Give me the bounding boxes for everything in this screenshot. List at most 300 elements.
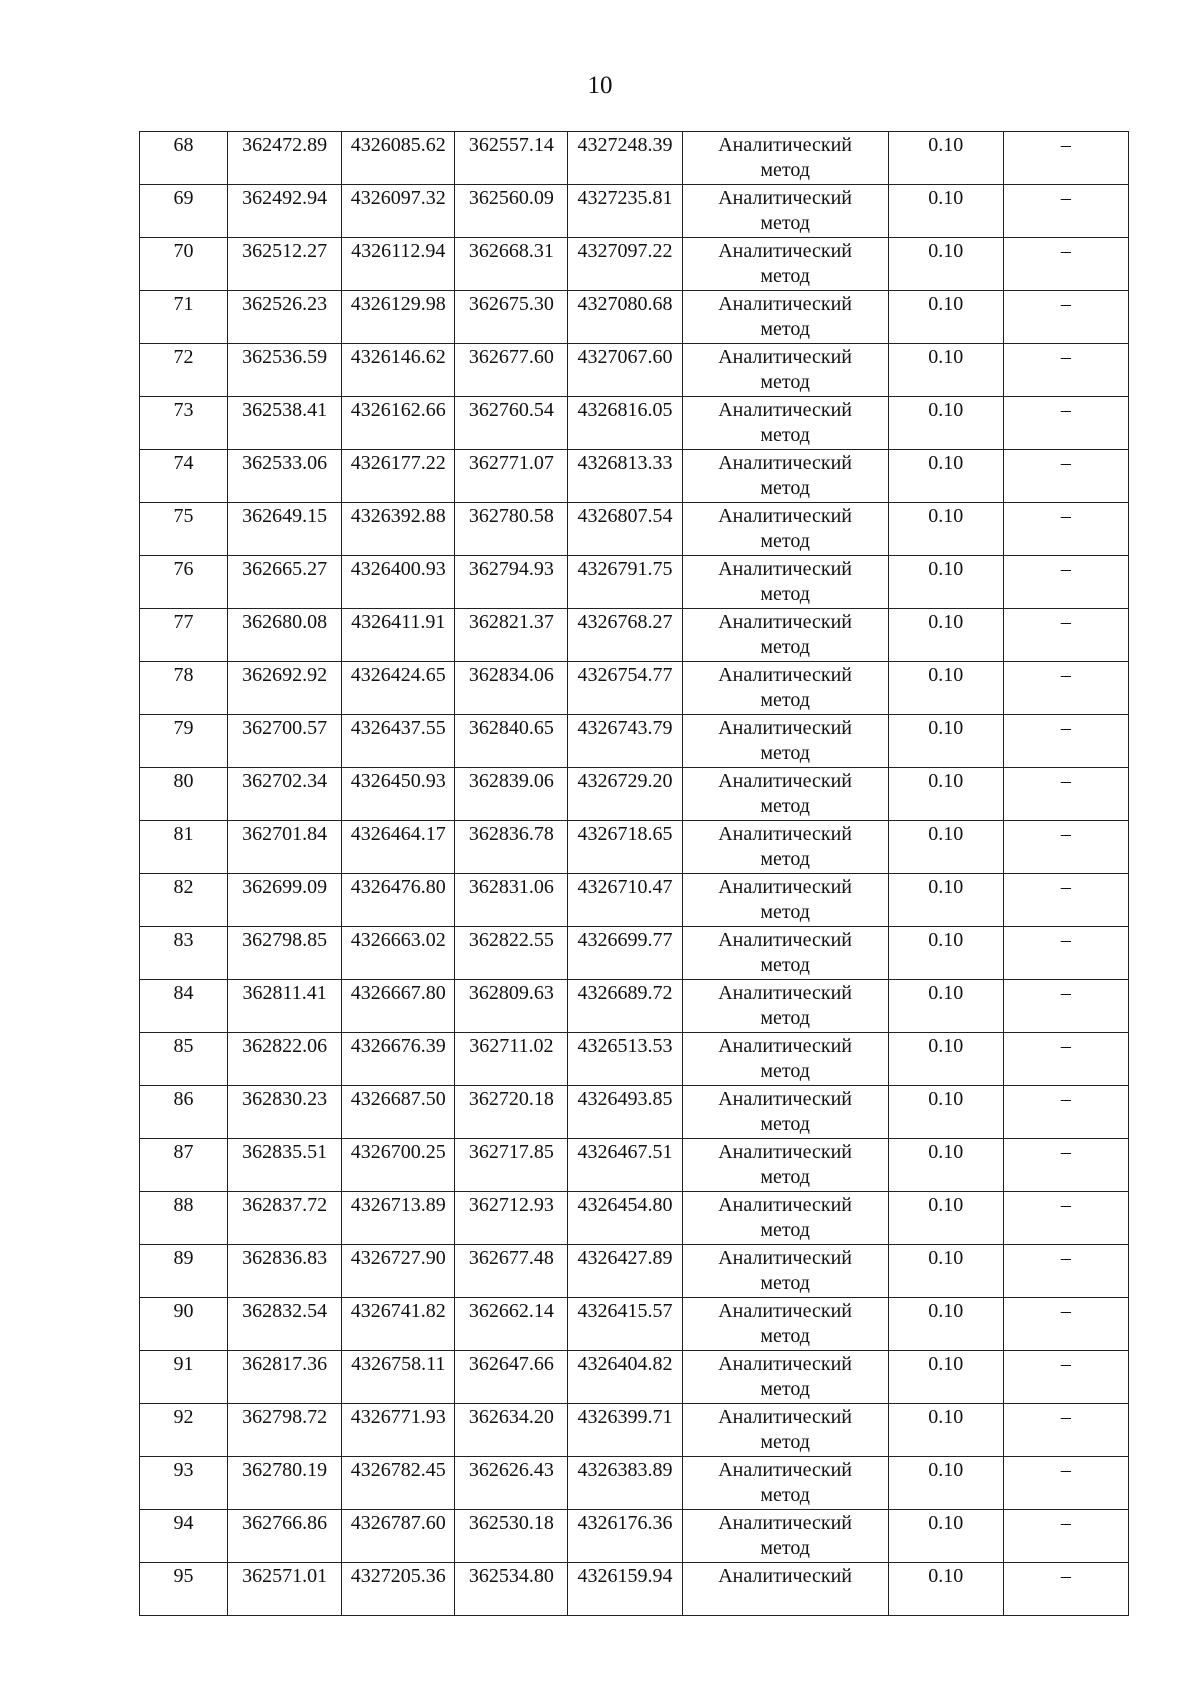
method-text-line: Аналитический [718, 1194, 852, 1216]
point-number-cell: 72 [140, 344, 228, 397]
note-cell: – [1003, 1563, 1128, 1616]
y2-coordinate-cell: 4327235.81 [568, 185, 682, 238]
method-cell [682, 1086, 888, 1139]
point-number-cell: 82 [140, 874, 228, 927]
x1-coordinate-cell: 362538.41 [228, 397, 342, 450]
y2-coordinate-cell: 4326699.77 [568, 927, 682, 980]
point-number-cell: 73 [140, 397, 228, 450]
y2-coordinate-cell: 4326754.77 [568, 662, 682, 715]
table-row [140, 609, 1129, 662]
method-text-line: метод [760, 1060, 810, 1082]
point-number-cell: 79 [140, 715, 228, 768]
table-row [140, 344, 1129, 397]
y2-coordinate-cell: 4326729.20 [568, 768, 682, 821]
accuracy-cell: 0.10 [888, 609, 1003, 662]
accuracy-cell: 0.10 [888, 238, 1003, 291]
table-row [140, 1298, 1129, 1351]
note-cell: – [1003, 1245, 1128, 1298]
x2-coordinate-cell: 362834.06 [455, 662, 568, 715]
x2-coordinate-cell: 362720.18 [455, 1086, 568, 1139]
method-text-line: Аналитический [718, 187, 852, 209]
method-cell [682, 980, 888, 1033]
method-text-line: метод [760, 477, 810, 499]
note-cell: – [1003, 874, 1128, 927]
point-number-cell: 88 [140, 1192, 228, 1245]
table-row [140, 927, 1129, 980]
y1-coordinate-cell: 4326411.91 [342, 609, 455, 662]
method-text-line: метод [760, 318, 810, 340]
method-text-line: Аналитический [718, 717, 852, 739]
note-cell: – [1003, 1086, 1128, 1139]
method-text-line: метод [760, 530, 810, 552]
y1-coordinate-cell: 4326097.32 [342, 185, 455, 238]
x2-coordinate-cell: 362780.58 [455, 503, 568, 556]
x1-coordinate-cell: 362701.84 [228, 821, 342, 874]
x1-coordinate-cell: 362492.94 [228, 185, 342, 238]
note-cell: – [1003, 821, 1128, 874]
method-text-line: Аналитический [718, 982, 852, 1004]
point-number-cell: 86 [140, 1086, 228, 1139]
table-row [140, 1563, 1129, 1616]
x2-coordinate-cell: 362675.30 [455, 291, 568, 344]
x1-coordinate-cell: 362811.41 [228, 980, 342, 1033]
table-row [140, 662, 1129, 715]
table-row [140, 238, 1129, 291]
accuracy-cell: 0.10 [888, 1245, 1003, 1298]
accuracy-cell: 0.10 [888, 662, 1003, 715]
y1-coordinate-cell: 4326400.93 [342, 556, 455, 609]
method-text-line: Аналитический [718, 399, 852, 421]
method-text-line: метод [760, 1431, 810, 1453]
table-row [140, 821, 1129, 874]
method-cell [682, 132, 888, 185]
table-row [140, 503, 1129, 556]
method-text-line: метод [760, 901, 810, 923]
method-text-line: Аналитический [718, 1459, 852, 1481]
x2-coordinate-cell: 362717.85 [455, 1139, 568, 1192]
x2-coordinate-cell: 362794.93 [455, 556, 568, 609]
x1-coordinate-cell: 362822.06 [228, 1033, 342, 1086]
table-row [140, 1139, 1129, 1192]
accuracy-cell: 0.10 [888, 556, 1003, 609]
method-text-line: метод [760, 1537, 810, 1559]
x1-coordinate-cell: 362526.23 [228, 291, 342, 344]
method-cell [682, 1033, 888, 1086]
method-text-line: Аналитический [718, 1035, 852, 1057]
y2-coordinate-cell: 4326427.89 [568, 1245, 682, 1298]
accuracy-cell: 0.10 [888, 768, 1003, 821]
method-text-line: Аналитический [718, 1406, 852, 1428]
y2-coordinate-cell: 4326383.89 [568, 1457, 682, 1510]
method-text-line: метод [760, 1219, 810, 1241]
x1-coordinate-cell: 362699.09 [228, 874, 342, 927]
table-row [140, 1351, 1129, 1404]
accuracy-cell: 0.10 [888, 1139, 1003, 1192]
method-cell [682, 1139, 888, 1192]
x1-coordinate-cell: 362837.72 [228, 1192, 342, 1245]
y1-coordinate-cell: 4326787.60 [342, 1510, 455, 1563]
y2-coordinate-cell: 4327067.60 [568, 344, 682, 397]
y1-coordinate-cell: 4326177.22 [342, 450, 455, 503]
y2-coordinate-cell: 4326415.57 [568, 1298, 682, 1351]
table-row [140, 397, 1129, 450]
point-number-cell: 83 [140, 927, 228, 980]
accuracy-cell: 0.10 [888, 1086, 1003, 1139]
method-cell [682, 927, 888, 980]
y1-coordinate-cell: 4326758.11 [342, 1351, 455, 1404]
note-cell: – [1003, 291, 1128, 344]
note-cell: – [1003, 662, 1128, 715]
method-text-line: метод [760, 159, 810, 181]
accuracy-cell: 0.10 [888, 450, 1003, 503]
note-cell: – [1003, 132, 1128, 185]
point-number-cell: 93 [140, 1457, 228, 1510]
x1-coordinate-cell: 362830.23 [228, 1086, 342, 1139]
y1-coordinate-cell: 4326713.89 [342, 1192, 455, 1245]
y1-coordinate-cell: 4326085.62 [342, 132, 455, 185]
method-text-line: метод [760, 1272, 810, 1294]
note-cell: – [1003, 1139, 1128, 1192]
x2-coordinate-cell: 362771.07 [455, 450, 568, 503]
point-number-cell: 91 [140, 1351, 228, 1404]
y1-coordinate-cell: 4326146.62 [342, 344, 455, 397]
table-row [140, 556, 1129, 609]
y1-coordinate-cell: 4326687.50 [342, 1086, 455, 1139]
method-text-line: Аналитический [718, 558, 852, 580]
y1-coordinate-cell: 4326663.02 [342, 927, 455, 980]
y1-coordinate-cell: 4326782.45 [342, 1457, 455, 1510]
y1-coordinate-cell: 4326162.66 [342, 397, 455, 450]
method-text-line: Аналитический [718, 1512, 852, 1534]
method-text-line: метод [760, 848, 810, 870]
table-row [140, 185, 1129, 238]
y1-coordinate-cell: 4326771.93 [342, 1404, 455, 1457]
x2-coordinate-cell: 362712.93 [455, 1192, 568, 1245]
accuracy-cell: 0.10 [888, 1192, 1003, 1245]
method-cell [682, 1351, 888, 1404]
note-cell: – [1003, 1351, 1128, 1404]
x2-coordinate-cell: 362668.31 [455, 238, 568, 291]
point-number-cell: 78 [140, 662, 228, 715]
accuracy-cell: 0.10 [888, 1033, 1003, 1086]
table-row [140, 132, 1129, 185]
x2-coordinate-cell: 362836.78 [455, 821, 568, 874]
method-text-line: Аналитический [718, 770, 852, 792]
accuracy-cell: 0.10 [888, 1298, 1003, 1351]
y2-coordinate-cell: 4327080.68 [568, 291, 682, 344]
y1-coordinate-cell: 4326424.65 [342, 662, 455, 715]
y1-coordinate-cell: 4326741.82 [342, 1298, 455, 1351]
point-number-cell: 95 [140, 1563, 228, 1616]
x1-coordinate-cell: 362832.54 [228, 1298, 342, 1351]
note-cell: – [1003, 397, 1128, 450]
note-cell: – [1003, 503, 1128, 556]
x2-coordinate-cell: 362760.54 [455, 397, 568, 450]
note-cell: – [1003, 1192, 1128, 1245]
y1-coordinate-cell: 4326392.88 [342, 503, 455, 556]
y1-coordinate-cell: 4326676.39 [342, 1033, 455, 1086]
method-text-line: метод [760, 1007, 810, 1029]
y2-coordinate-cell: 4326176.36 [568, 1510, 682, 1563]
accuracy-cell: 0.10 [888, 1563, 1003, 1616]
point-number-cell: 90 [140, 1298, 228, 1351]
method-cell [682, 1245, 888, 1298]
y2-coordinate-cell: 4326718.65 [568, 821, 682, 874]
method-text-line: Аналитический [718, 929, 852, 951]
method-cell [682, 556, 888, 609]
x1-coordinate-cell: 362817.36 [228, 1351, 342, 1404]
note-cell: – [1003, 980, 1128, 1033]
page-number: 10 [587, 72, 613, 99]
method-cell [682, 1192, 888, 1245]
method-cell [682, 238, 888, 291]
note-cell: – [1003, 1457, 1128, 1510]
x1-coordinate-cell: 362798.85 [228, 927, 342, 980]
x2-coordinate-cell: 362662.14 [455, 1298, 568, 1351]
method-text-line: Аналитический [718, 293, 852, 315]
x1-coordinate-cell: 362533.06 [228, 450, 342, 503]
y1-coordinate-cell: 4326464.17 [342, 821, 455, 874]
point-number-cell: 85 [140, 1033, 228, 1086]
x1-coordinate-cell: 362836.83 [228, 1245, 342, 1298]
x2-coordinate-cell: 362634.20 [455, 1404, 568, 1457]
method-cell [682, 1298, 888, 1351]
method-cell [682, 609, 888, 662]
table-row [140, 715, 1129, 768]
method-text-line: метод [760, 1484, 810, 1506]
table-row [140, 768, 1129, 821]
accuracy-cell: 0.10 [888, 185, 1003, 238]
method-text-line: Аналитический [718, 240, 852, 262]
method-cell [682, 1510, 888, 1563]
note-cell: – [1003, 450, 1128, 503]
point-number-cell: 74 [140, 450, 228, 503]
point-number-cell: 94 [140, 1510, 228, 1563]
x1-coordinate-cell: 362680.08 [228, 609, 342, 662]
method-cell [682, 1563, 888, 1616]
x2-coordinate-cell: 362822.55 [455, 927, 568, 980]
x1-coordinate-cell: 362798.72 [228, 1404, 342, 1457]
method-text-line: Аналитический [718, 876, 852, 898]
x1-coordinate-cell: 362766.86 [228, 1510, 342, 1563]
accuracy-cell: 0.10 [888, 1457, 1003, 1510]
method-text-line: метод [760, 265, 810, 287]
y2-coordinate-cell: 4327248.39 [568, 132, 682, 185]
accuracy-cell: 0.10 [888, 1404, 1003, 1457]
y1-coordinate-cell: 4326476.80 [342, 874, 455, 927]
method-cell [682, 185, 888, 238]
accuracy-cell: 0.10 [888, 397, 1003, 450]
y2-coordinate-cell: 4326816.05 [568, 397, 682, 450]
method-text-line: метод [760, 212, 810, 234]
method-text-line: Аналитический [718, 452, 852, 474]
accuracy-cell: 0.10 [888, 503, 1003, 556]
note-cell: – [1003, 927, 1128, 980]
method-text-line: метод [760, 583, 810, 605]
x2-coordinate-cell: 362809.63 [455, 980, 568, 1033]
method-text-line: метод [760, 1378, 810, 1400]
x1-coordinate-cell: 362780.19 [228, 1457, 342, 1510]
method-text-line: метод [760, 742, 810, 764]
table-row [140, 1086, 1129, 1139]
x1-coordinate-cell: 362702.34 [228, 768, 342, 821]
accuracy-cell: 0.10 [888, 1351, 1003, 1404]
method-text-line: метод [760, 954, 810, 976]
method-cell [682, 397, 888, 450]
method-text-line: Аналитический [718, 823, 852, 845]
y1-coordinate-cell: 4326700.25 [342, 1139, 455, 1192]
y2-coordinate-cell: 4326807.54 [568, 503, 682, 556]
y2-coordinate-cell: 4326399.71 [568, 1404, 682, 1457]
x2-coordinate-cell: 362557.14 [455, 132, 568, 185]
method-cell [682, 715, 888, 768]
method-text-line: метод [760, 636, 810, 658]
table-row [140, 1457, 1129, 1510]
x2-coordinate-cell: 362560.09 [455, 185, 568, 238]
x2-coordinate-cell: 362839.06 [455, 768, 568, 821]
point-number-cell: 69 [140, 185, 228, 238]
table-row [140, 1404, 1129, 1457]
y2-coordinate-cell: 4326768.27 [568, 609, 682, 662]
table-body [140, 132, 1129, 1616]
note-cell: – [1003, 1510, 1128, 1563]
y2-coordinate-cell: 4326710.47 [568, 874, 682, 927]
method-text-line: Аналитический [718, 505, 852, 527]
point-number-cell: 76 [140, 556, 228, 609]
method-text-line: метод [760, 1166, 810, 1188]
method-text-line: Аналитический [718, 1247, 852, 1269]
x1-coordinate-cell: 362536.59 [228, 344, 342, 397]
point-number-cell: 80 [140, 768, 228, 821]
accuracy-cell: 0.10 [888, 980, 1003, 1033]
method-text-line: метод [760, 371, 810, 393]
y2-coordinate-cell: 4326467.51 [568, 1139, 682, 1192]
y2-coordinate-cell: 4326791.75 [568, 556, 682, 609]
x1-coordinate-cell: 362512.27 [228, 238, 342, 291]
table-row [140, 1510, 1129, 1563]
accuracy-cell: 0.10 [888, 821, 1003, 874]
y2-coordinate-cell: 4326454.80 [568, 1192, 682, 1245]
x2-coordinate-cell: 362821.37 [455, 609, 568, 662]
x1-coordinate-cell: 362700.57 [228, 715, 342, 768]
x1-coordinate-cell: 362835.51 [228, 1139, 342, 1192]
method-text-line: Аналитический [718, 134, 852, 156]
note-cell: – [1003, 556, 1128, 609]
note-cell: – [1003, 1298, 1128, 1351]
point-number-cell: 70 [140, 238, 228, 291]
accuracy-cell: 0.10 [888, 344, 1003, 397]
x1-coordinate-cell: 362665.27 [228, 556, 342, 609]
y2-coordinate-cell: 4326159.94 [568, 1563, 682, 1616]
method-cell [682, 503, 888, 556]
method-text-line: Аналитический [718, 1088, 852, 1110]
point-number-cell: 68 [140, 132, 228, 185]
point-number-cell: 77 [140, 609, 228, 662]
x2-coordinate-cell: 362711.02 [455, 1033, 568, 1086]
table-row [140, 980, 1129, 1033]
point-number-cell: 89 [140, 1245, 228, 1298]
table-row [140, 450, 1129, 503]
y1-coordinate-cell: 4327205.36 [342, 1563, 455, 1616]
method-text-line: метод [760, 689, 810, 711]
method-text-line: метод [760, 795, 810, 817]
method-cell [682, 344, 888, 397]
method-text-line: Аналитический [718, 664, 852, 686]
method-text-line: Аналитический [718, 1353, 852, 1375]
note-cell: – [1003, 185, 1128, 238]
note-cell: – [1003, 1033, 1128, 1086]
method-cell [682, 821, 888, 874]
table-row [140, 1033, 1129, 1086]
note-cell: – [1003, 609, 1128, 662]
x1-coordinate-cell: 362692.92 [228, 662, 342, 715]
accuracy-cell: 0.10 [888, 132, 1003, 185]
method-cell [682, 662, 888, 715]
y2-coordinate-cell: 4326404.82 [568, 1351, 682, 1404]
method-text-line: метод [760, 424, 810, 446]
note-cell: – [1003, 238, 1128, 291]
method-text-line: Аналитический [718, 1565, 852, 1587]
point-number-cell: 81 [140, 821, 228, 874]
x2-coordinate-cell: 362831.06 [455, 874, 568, 927]
y1-coordinate-cell: 4326450.93 [342, 768, 455, 821]
y2-coordinate-cell: 4326689.72 [568, 980, 682, 1033]
x2-coordinate-cell: 362626.43 [455, 1457, 568, 1510]
accuracy-cell: 0.10 [888, 927, 1003, 980]
y2-coordinate-cell: 4326743.79 [568, 715, 682, 768]
method-text-line: Аналитический [718, 1141, 852, 1163]
x1-coordinate-cell: 362649.15 [228, 503, 342, 556]
x2-coordinate-cell: 362534.80 [455, 1563, 568, 1616]
accuracy-cell: 0.10 [888, 291, 1003, 344]
point-number-cell: 84 [140, 980, 228, 1033]
x2-coordinate-cell: 362530.18 [455, 1510, 568, 1563]
method-text-line: Аналитический [718, 611, 852, 633]
accuracy-cell: 0.10 [888, 874, 1003, 927]
y2-coordinate-cell: 4327097.22 [568, 238, 682, 291]
y1-coordinate-cell: 4326437.55 [342, 715, 455, 768]
note-cell: – [1003, 344, 1128, 397]
point-number-cell: 87 [140, 1139, 228, 1192]
y1-coordinate-cell: 4326727.90 [342, 1245, 455, 1298]
point-number-cell: 92 [140, 1404, 228, 1457]
table-row [140, 1245, 1129, 1298]
method-text-line: Аналитический [718, 1300, 852, 1322]
method-cell [682, 291, 888, 344]
method-text-line: метод [760, 1325, 810, 1347]
note-cell: – [1003, 1404, 1128, 1457]
y1-coordinate-cell: 4326129.98 [342, 291, 455, 344]
method-cell [682, 450, 888, 503]
x2-coordinate-cell: 362677.60 [455, 344, 568, 397]
method-text-line: Аналитический [718, 346, 852, 368]
table-row [140, 291, 1129, 344]
x2-coordinate-cell: 362647.66 [455, 1351, 568, 1404]
method-cell [682, 1457, 888, 1510]
x1-coordinate-cell: 362571.01 [228, 1563, 342, 1616]
note-cell: – [1003, 715, 1128, 768]
note-cell: – [1003, 768, 1128, 821]
method-cell [682, 768, 888, 821]
point-number-cell: 71 [140, 291, 228, 344]
point-number-cell: 75 [140, 503, 228, 556]
table-row [140, 874, 1129, 927]
method-text-line: метод [760, 1113, 810, 1135]
table-row [140, 1192, 1129, 1245]
x2-coordinate-cell: 362677.48 [455, 1245, 568, 1298]
y2-coordinate-cell: 4326493.85 [568, 1086, 682, 1139]
accuracy-cell: 0.10 [888, 715, 1003, 768]
